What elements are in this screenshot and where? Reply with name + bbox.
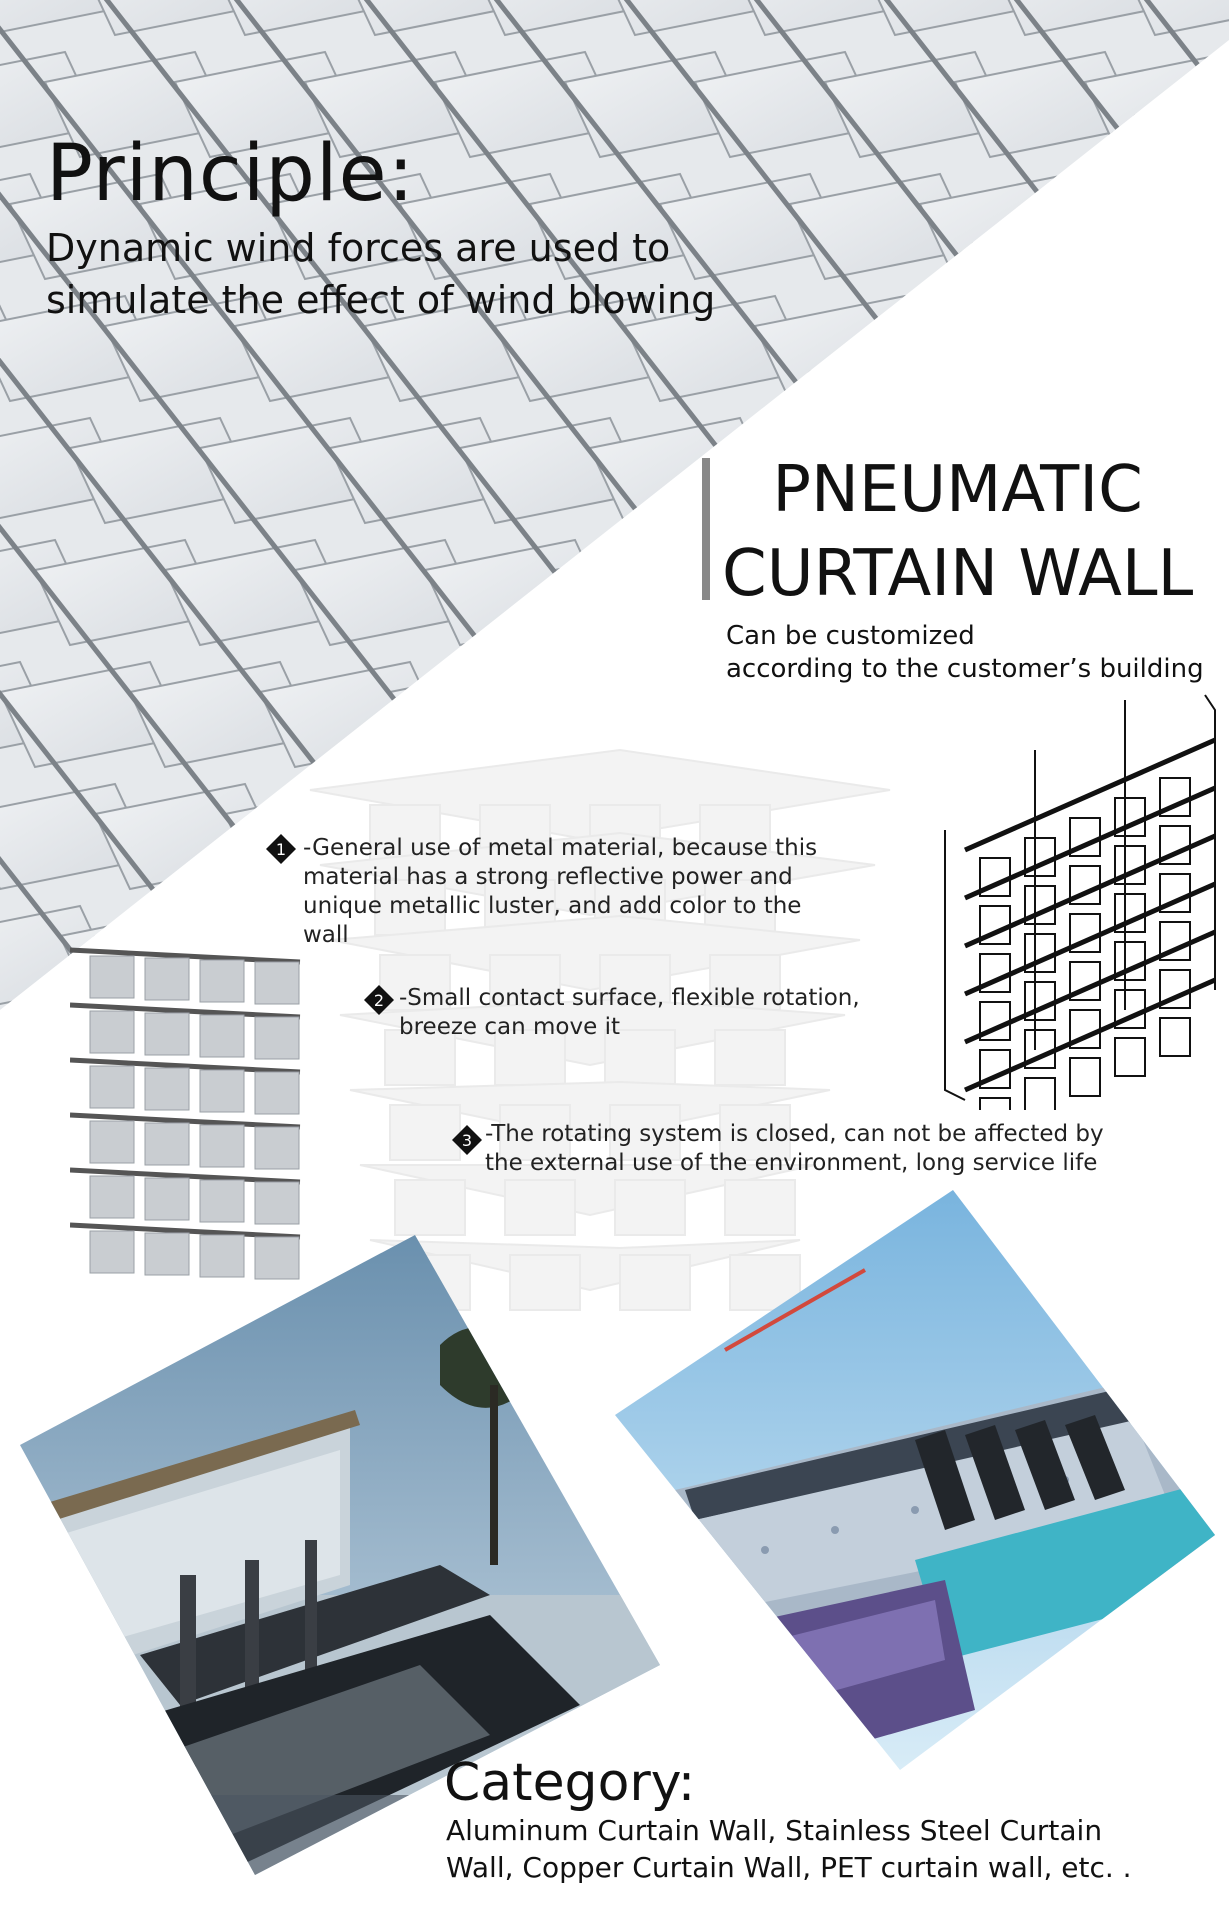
category-list — [446, 1812, 1132, 1886]
category-line: Aluminum Curtain Wall, Stainless Steel Curtain — [446, 1814, 1103, 1847]
principle-description — [46, 222, 715, 326]
title-accent-bar — [702, 458, 710, 600]
product-title — [722, 448, 1193, 616]
feature-text — [399, 984, 860, 1042]
number-three-icon — [452, 1125, 482, 1155]
feature-number: 2 — [373, 991, 385, 1010]
product-subtitle-line: Can be customized — [726, 621, 975, 651]
product-title-line: CURTAIN WALL — [722, 537, 1194, 611]
principle-line: Dynamic wind forces are used to — [46, 226, 671, 270]
feature-line: unique metallic luster, and add color to the — [303, 893, 802, 919]
frame-structure-drawing — [925, 690, 1225, 1110]
product-subtitle — [726, 620, 1204, 686]
principle-line: simulate the effect of wind blowing — [46, 278, 716, 322]
category-line: Wall, Copper Curtain Wall, PET curtain wall, etc. . — [446, 1851, 1132, 1884]
principle-title: Principle: — [46, 129, 415, 219]
feature-line: -The rotating system is closed, can not be affected by — [485, 1121, 1104, 1147]
number-two-icon — [364, 985, 394, 1015]
building-photo-right — [615, 1190, 1229, 1770]
feature-number: 3 — [461, 1131, 473, 1150]
feature-text — [303, 834, 817, 950]
feature-line: -Small contact surface, flexible rotation, — [399, 985, 860, 1011]
category-title: Category: — [444, 1753, 696, 1813]
feature-number: 1 — [275, 840, 287, 859]
feature-line: wall — [303, 922, 349, 948]
feature-line: material has a strong reflective power and — [303, 864, 793, 890]
product-subtitle-line: according to the customer’s building — [726, 654, 1204, 684]
feature-text — [485, 1120, 1104, 1178]
feature-line: breeze can move it — [399, 1014, 620, 1040]
number-one-icon — [266, 834, 296, 864]
product-title-line: PNEUMATIC — [772, 453, 1143, 527]
feature-line: the external use of the environment, long service life — [485, 1150, 1098, 1176]
feature-line: -General use of metal material, because this — [303, 835, 818, 861]
